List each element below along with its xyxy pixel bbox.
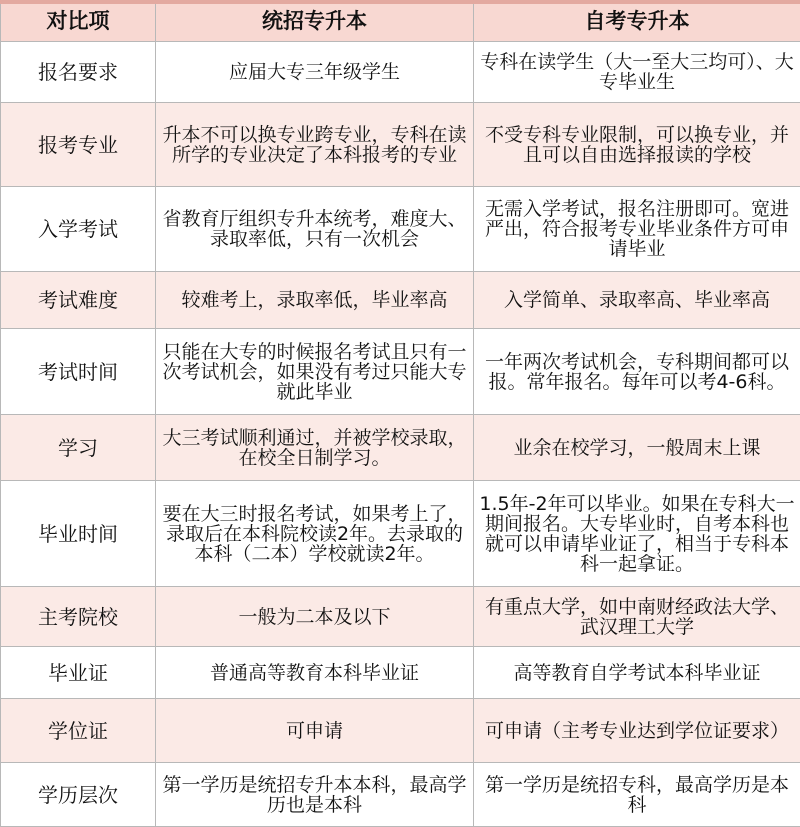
row-label: 考试难度	[1, 272, 156, 329]
header-row	[1, 1, 800, 42]
row-label: 学历层次	[1, 763, 156, 827]
self-study-cell: 无需入学考试，报名注册即可。宽进严出，符合报考专业毕业条件方可申请毕业	[474, 187, 800, 272]
unified-cell: 要在大三时报名考试，如果考上了，录取后在本科院校读2年。去录取的本科（二本）学校就读2年。	[156, 481, 474, 587]
table-row	[1, 329, 800, 415]
self-study-cell: 业余在校学习，一般周末上课	[474, 415, 800, 481]
row-label: 报名要求	[1, 42, 156, 103]
row-label: 毕业时间	[1, 481, 156, 587]
row-label: 主考院校	[1, 587, 156, 647]
header-comparison-item: 对比项	[1, 1, 156, 42]
unified-cell: 省教育厅组织专升本统考，难度大、录取率低，只有一次机会	[156, 187, 474, 272]
unified-cell: 第一学历是统招专升本本科，最高学历也是本科	[156, 763, 474, 827]
table-row	[1, 587, 800, 647]
table-row	[1, 481, 800, 587]
table-row	[1, 763, 800, 827]
row-label: 学习	[1, 415, 156, 481]
row-label: 学位证	[1, 699, 156, 763]
header-self-study-upgrade: 自考专升本	[474, 1, 800, 42]
table-row	[1, 187, 800, 272]
unified-cell: 较难考上，录取率低，毕业率高	[156, 272, 474, 329]
row-label: 毕业证	[1, 647, 156, 699]
table-row	[1, 415, 800, 481]
table-row	[1, 699, 800, 763]
self-study-cell: 可申请（主考专业达到学位证要求）	[474, 699, 800, 763]
table-row	[1, 272, 800, 329]
self-study-cell: 入学简单、录取率高、毕业率高	[474, 272, 800, 329]
row-label: 入学考试	[1, 187, 156, 272]
unified-cell: 大三考试顺利通过，并被学校录取，在校全日制学习。	[156, 415, 474, 481]
table-row	[1, 103, 800, 187]
self-study-cell: 专科在读学生（大一至大三均可）、大专毕业生	[474, 42, 800, 103]
self-study-cell: 有重点大学，如中南财经政法大学、武汉理工大学	[474, 587, 800, 647]
unified-cell: 只能在大专的时候报名考试且只有一次考试机会，如果没有考过只能大专就此毕业	[156, 329, 474, 415]
row-label: 考试时间	[1, 329, 156, 415]
self-study-cell: 不受专科专业限制，可以换专业，并且可以自由选择报读的学校	[474, 103, 800, 187]
table-row	[1, 42, 800, 103]
self-study-cell: 一年两次考试机会，专科期间都可以报。常年报名。每年可以考4-6科。	[474, 329, 800, 415]
unified-cell: 普通高等教育本科毕业证	[156, 647, 474, 699]
self-study-cell: 1.5年-2年可以毕业。如果在专科大一期间报名。大专毕业时，自考本科也就可以申请毕业证了，相当于专科本科一起拿证。	[474, 481, 800, 587]
header-unified-upgrade: 统招专升本	[156, 1, 474, 42]
unified-cell: 应届大专三年级学生	[156, 42, 474, 103]
unified-cell: 升本不可以换专业跨专业，专科在读所学的专业决定了本科报考的专业	[156, 103, 474, 187]
top-border-strip	[0, 0, 800, 4]
row-label: 报考专业	[1, 103, 156, 187]
table-row	[1, 647, 800, 699]
self-study-cell: 高等教育自学考试本科毕业证	[474, 647, 800, 699]
unified-cell: 可申请	[156, 699, 474, 763]
self-study-cell: 第一学历是统招专科，最高学历是本科	[474, 763, 800, 827]
unified-cell: 一般为二本及以下	[156, 587, 474, 647]
